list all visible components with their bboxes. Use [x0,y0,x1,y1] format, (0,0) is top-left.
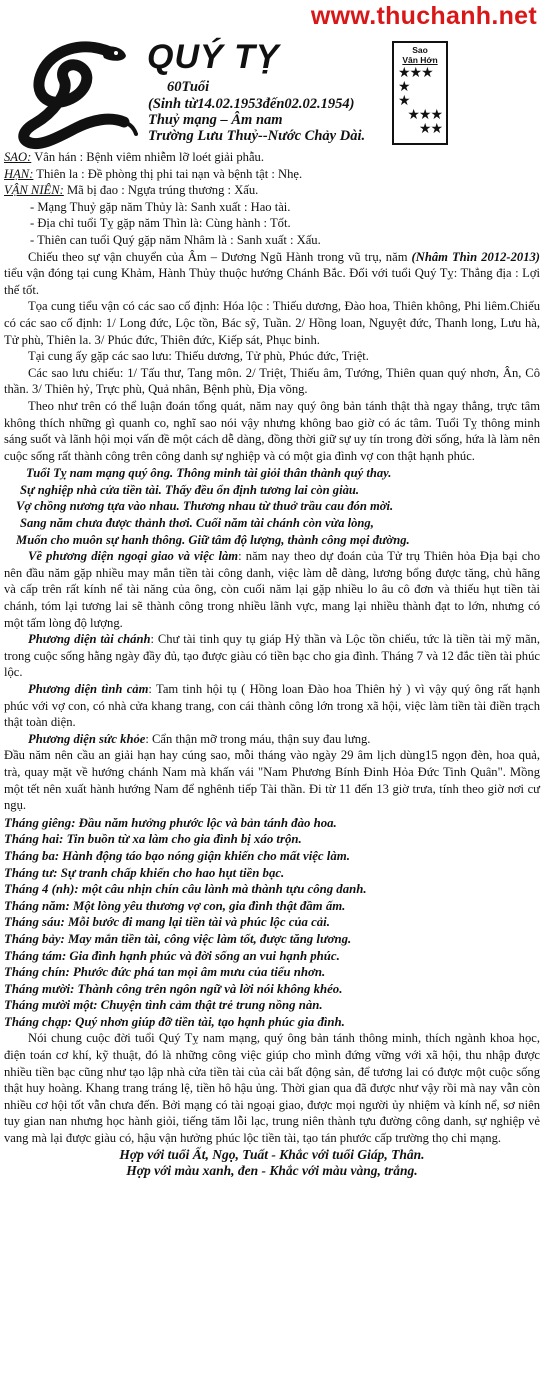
star-box [392,41,448,145]
section-text: : Cẩn thận mỡ trong máu, thận suy đau lưng. [145,731,371,746]
section-text: : Chư tài tinh quy tụ giáp Hỷ thần và Lộc tồn chiếu, tức là tiền tài mỹ mãn, trong cuộc sống hằng ngày đầy đủ, tạo được giàu có tiền bạc cho gia đình. Tháng 7 và 12 đắc tiền tài phúc lộc. [4,632,540,680]
item-text: Thiên la : Đề phòng thị phi tai nạn và bệnh tật : Nhẹ. [33,166,303,181]
section-text: : năm nay theo dự đoán của Tử trụ Thiên hỏa Địa bại cho nên đầu năm gặp nhiều may mắn tiền tài công danh, việc làm dễ dàng, lương bổng được tăng, chủ hãng và cấp trên rất kính nể tài năng của ông, còn cuối năm lại gặp nhiều lo âu cô đơn và thiếu hụt tiền tài chánh, tóm lại tương lai sẽ thành công trong nhiều lãnh vực, mang lại nhiều thành đạt to lớn, nhưng có một tấm lòng độ lượng. [4,549,540,630]
sub-item: - Thiên can tuổi Quý gặp năm Nhâm là : Sanh xuất : Xấu. [30,232,321,247]
month-line: Tháng giêng: Đầu năm hưởng phước lộc và bản tánh đào hoa. [4,815,337,830]
star-icon-row: ★ [398,78,410,94]
paragraph-luu-chieu: Các sao lưu chiếu: 1/ Tấu thư, Tang môn. 2/ Triệt, Thiếu âm, Tướng, Thiên quan quý nhơn, Ân, Cô thần. 3/ Thiên hỷ, Trực phù, Quả nhân, Bệnh phù, Địa võng. [4,365,540,397]
closing-line: Hợp với tuổi Ất, Ngọ, Tuất - Khắc với tuổi Giáp, Thân. [119,1146,425,1162]
snake-logo-icon [12,38,140,150]
month-line: Tháng mười một: Chuyện tình cảm thật trẻ trung nồng nàn. [4,998,323,1013]
item-text: Vân hán : Bệnh viêm nhiễm lỡ loét giải phẫu. [31,150,265,164]
item-label: SAO: [4,150,32,164]
section-tinh-cam [4,681,540,731]
menh-line: Thuỷ mạng – Âm nam [148,112,283,128]
poem-block [4,465,540,548]
month-line: Tháng chạp: Quý nhơn giúp đỡ tiền tài, tạo hạnh phúc gia đình. [4,1014,345,1029]
month-line: Tháng bảy: May mắn tiền tài, công việc làm tốt, được tăng lương. [4,931,352,946]
section-title: Về phương diện ngoại giao và việc làm [28,549,239,564]
sub-item: - Mạng Thuỷ gặp năm Thủy là: Sanh xuất : Hao tài. [30,199,291,214]
month-line: Tháng 4 (nh): một câu nhịn chín câu lành mà thành tựu công danh. [4,882,367,897]
page-title: QUÝ TỴ [147,38,280,76]
month-line: Tháng năm: Một lòng yêu thương vợ con, gia đình thật đầm ấm. [4,898,346,913]
month-line: Tháng mười: Thành công trên ngôn ngữ và lời nói không khéo. [4,981,343,996]
month-line: Tháng tư: Sự tranh chấp khiến cho hao hụt tiền bạc. [4,865,285,880]
paragraph-tong-ket: Nói chung cuộc đời tuổi Quý Tỵ nam mạng, quý ông bản tánh thông minh, thích ngành khoa học, điện toán cơ khí, kỹ thuật, đó là những công việc giúp cho mình đứng vững với xã hội, thu nhập được nhiều tiền bạc cũng như tạo lập nhà cửa tiền tài của cải bất động sản, để tương lai có được một cuộc sống thật huy hoàng. Khang trang tráng lệ, tiền hô hậu ủng. Thời gian qua đã được như vậy rồi mà nay vẫn còn nhiều cơ hội tốt vẫn chưa đến. Bởi mạng có tài ngoại giao, được mọi người ủy nhiệm và kính nể, sơ niên tuy gian nan nhưng học hành giỏi, tiếng tăm lỗi lạc, trung niên thành tựu đường công danh, sự nghiệp vẻ vang mà lại được giàu có, hậu vận hưởng phúc lộc tiền tài, tạo tán phước cấp trường thọ chi mạng. [4,1031,540,1146]
birth-range: (Sinh từ14.02.1953đến02.02.1954) [148,96,355,112]
paragraph-toa-cung: Tọa cung tiểu vận có các sao cố định: Hóa lộc : Thiếu dương, Đào hoa, Thiên không, Phi liêm.Chiếu có các sao cố định: 1/ Long đức, Lộc tồn, Bác sỹ, Tuần. 2/ Hồng loan, Nguyệt đức, Thanh long, Lưu hà, Tử phù, Thiên la. 3/ Phúc đức, Thiên đức, Kiếp sát, Phục binh. [4,299,540,347]
item-text: Mã bị đao : Ngựa trúng thương : Xấu. [63,183,259,198]
star-box-name: Vân Hớn [402,55,438,65]
poem-line: Tuổi Tỵ nam mạng quý ông. Thông minh tài giỏi thân thành quý thay. [26,466,392,481]
sub-item: - Địa chỉ tuổi Tỵ gặp năm Thìn là: Cùng hành : Tốt. [30,216,291,231]
month-line: Tháng hai: Tin buồn từ xa làm cho gia đình bị xáo trộn. [4,832,302,847]
star-icon-row: ★★★ [398,64,433,80]
item-sao [4,149,540,166]
month-line: Tháng tám: Gia đình hạnh phúc và đời sống an vui hạnh phúc. [4,948,340,963]
star-icon-row: ★ [398,92,410,108]
site-watermark: www.thuchanh.net [310,2,537,30]
month-line: Tháng sáu: Mỗi bước đi mang lại tiền tài và phúc lộc của cải. [4,915,330,930]
section-ngoai-giao [4,548,540,631]
section-tai-chanh [4,631,540,681]
monthly-forecast [4,815,540,1031]
paragraph-sao-luu: Tại cung ấy gặp các sao lưu: Thiếu dương, Tử phù, Phúc đức, Triệt. [28,349,369,364]
paragraph-van-chuyen [4,249,540,299]
article-body [4,149,540,1180]
item-label: VẬN NIÊN: [4,183,64,198]
truong-line: Trường Lưu Thuỷ--Nước Chảy Dài. [148,128,366,144]
item-han [4,166,540,183]
poem-line: Sự nghiệp nhà cửa tiền tài. Thấy đều ổn định tương lai còn giàu. [20,482,360,497]
section-title: Phương diện sức khỏe [28,731,146,746]
text-run: tiểu vận đóng tại cung Khảm, Hành Thủy thuộc hướng Chánh Bắc. Đối với tuổi Quý Tỵ: Thẳng địa : Lợi thế tốt. [4,266,540,297]
star-icon-row: ★★★ [407,106,442,122]
item-van-nien [4,182,540,199]
year-highlight: (Nhâm Thìn 2012-2013) [411,249,540,264]
star-box-label: Sao [412,45,428,55]
star-icon-row: ★★ [418,120,442,136]
item-label: HẠN: [4,166,34,181]
paragraph-cau-an: Đầu năm nên cầu an giải hạn hay cúng sao, mỗi tháng vào ngày 29 âm lịch dùng15 ngọn đèn, hoa quả, trà, quay mặt về hướng chánh Nam mà khấn vái "Nam Phương Bính Đinh Hỏa Đức Tinh Quân". Mồng một tết nên xuất hành hướng Nam để nghênh tiếp Tài thần. Đi từ 11 đến 13 giờ trưa, tính theo giờ nơi cư ngụ. [4,748,540,813]
closing-line: Hợp với màu xanh, đen - Khắc với màu vàng, trắng. [126,1163,418,1179]
month-line: Tháng ba: Hành động táo bạo nóng giận khiến cho mất việc làm. [4,848,350,863]
month-line: Tháng chín: Phước đức phá tan mọi âm mưu của tiểu nhơn. [4,965,326,980]
poem-line: Muốn cho muôn sự hanh thông. Giữ tâm độ lượng, thành công mọi đường. [16,532,410,547]
section-suc-khoe [4,731,540,748]
paragraph-luan-doan: Theo như trên có thể luận đoán tổng quát, năm nay quý ông bản tánh thật thà ngay thẳng, trực tâm không thích những gì quanh co, nghĩ sao nói vậy nhưng không bao giờ có ác tâm. Tuổi Tỵ thông minh sáng suốt và lãnh hội mọi vấn đề một cách dễ dàng, đồng thời giữ sự uy tín trong đời sống, hứa là làm nên cuộc sống rất thành công trên công danh sự nghiệp và có một gia đình vợ con thật hạnh phúc. [4,398,540,463]
age-line: 60Tuổi [167,79,210,95]
section-title: Phương diện tình cảm [28,682,149,696]
poem-line: Sang năm chưa được thảnh thơi. Cuối năm tài chánh còn vừa lòng, [20,516,374,531]
text-run: Chiếu theo sự vận chuyển của Âm – Dương Ngũ Hành trong vũ trụ, năm [28,249,412,264]
section-title: Phương diện tài chánh [28,632,151,647]
section-text: : Tam tinh hội tụ ( Hồng loan Đào hoa Thiên hỷ ) vì vậy quý ông rất hạnh phúc với vợ con, có nhà cửa khang trang, con cái thành công lớn trong xã hội, việc làm tiền tài điền trạch thật toàn diện. [4,682,540,730]
poem-line: Vợ chồng nương tựa vào nhau. Thương nhau từ thuở trầu cau đón mời. [16,499,394,514]
